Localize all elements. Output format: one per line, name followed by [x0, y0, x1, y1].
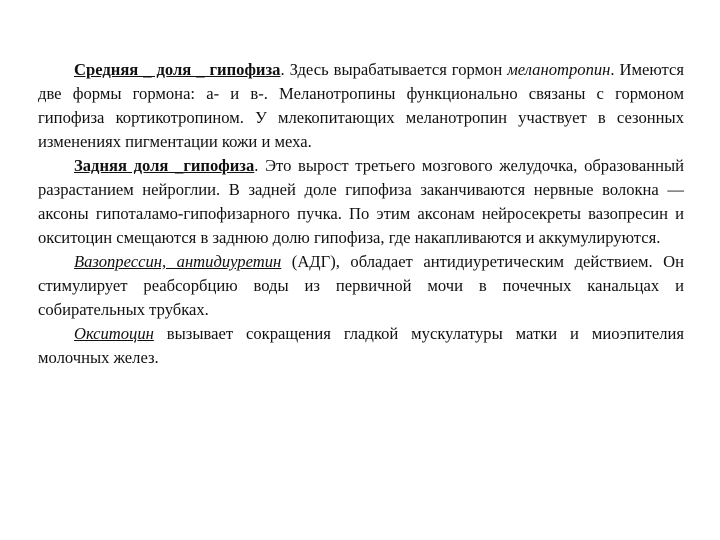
term-oxytocin: Окситоцин: [74, 324, 154, 343]
paragraph-text: . Здесь вырабатывается гормон: [280, 60, 508, 79]
paragraph-text: . Это вырост третьего мозгового желудочка, образованный разрастанием нейроглии. В задней доле гипофиза заканчиваются нервные волокна — аксоны гипоталамо-гипофизарного пучка. По этим аксонам нейросекреты вазопресин и окситоцин смещаются в заднюю долю гипофиза, где накапливаются и аккумулируются.: [38, 156, 684, 247]
paragraph-middle-lobe: [38, 58, 684, 154]
term-vasopressin: Вазопрессин, антидиуретин: [74, 252, 282, 271]
paragraph-posterior-lobe: [38, 154, 684, 250]
paragraph-text: (АДГ), обладает антидиуретическим действием. Он стимулирует реабсорбцию воды из первичной мочи в почечных канальцах и собирательных трубках.: [38, 252, 684, 319]
term-middle-lobe: Средняя _ доля _ гипофиза: [74, 60, 281, 79]
paragraph-text: . Имеются две формы гормона: а- и в-. Меланотропины функционально связаны с гормоном гипофиза кортикотропином. У млекопитающих меланотропин участвует в сезонных изменениях пигментации кожи и меха.: [38, 60, 685, 151]
document-page: [38, 58, 684, 370]
paragraph-text: вызывает сокращения гладкой мускулатуры матки и миоэпителия молочных желез.: [38, 324, 684, 367]
paragraph-oxytocin: [38, 322, 684, 370]
paragraph-vasopressin: [38, 250, 684, 322]
term-posterior-lobe: Задняя доля _гипофиза: [74, 156, 255, 175]
term-melanotropin: меланотропин: [507, 60, 611, 79]
